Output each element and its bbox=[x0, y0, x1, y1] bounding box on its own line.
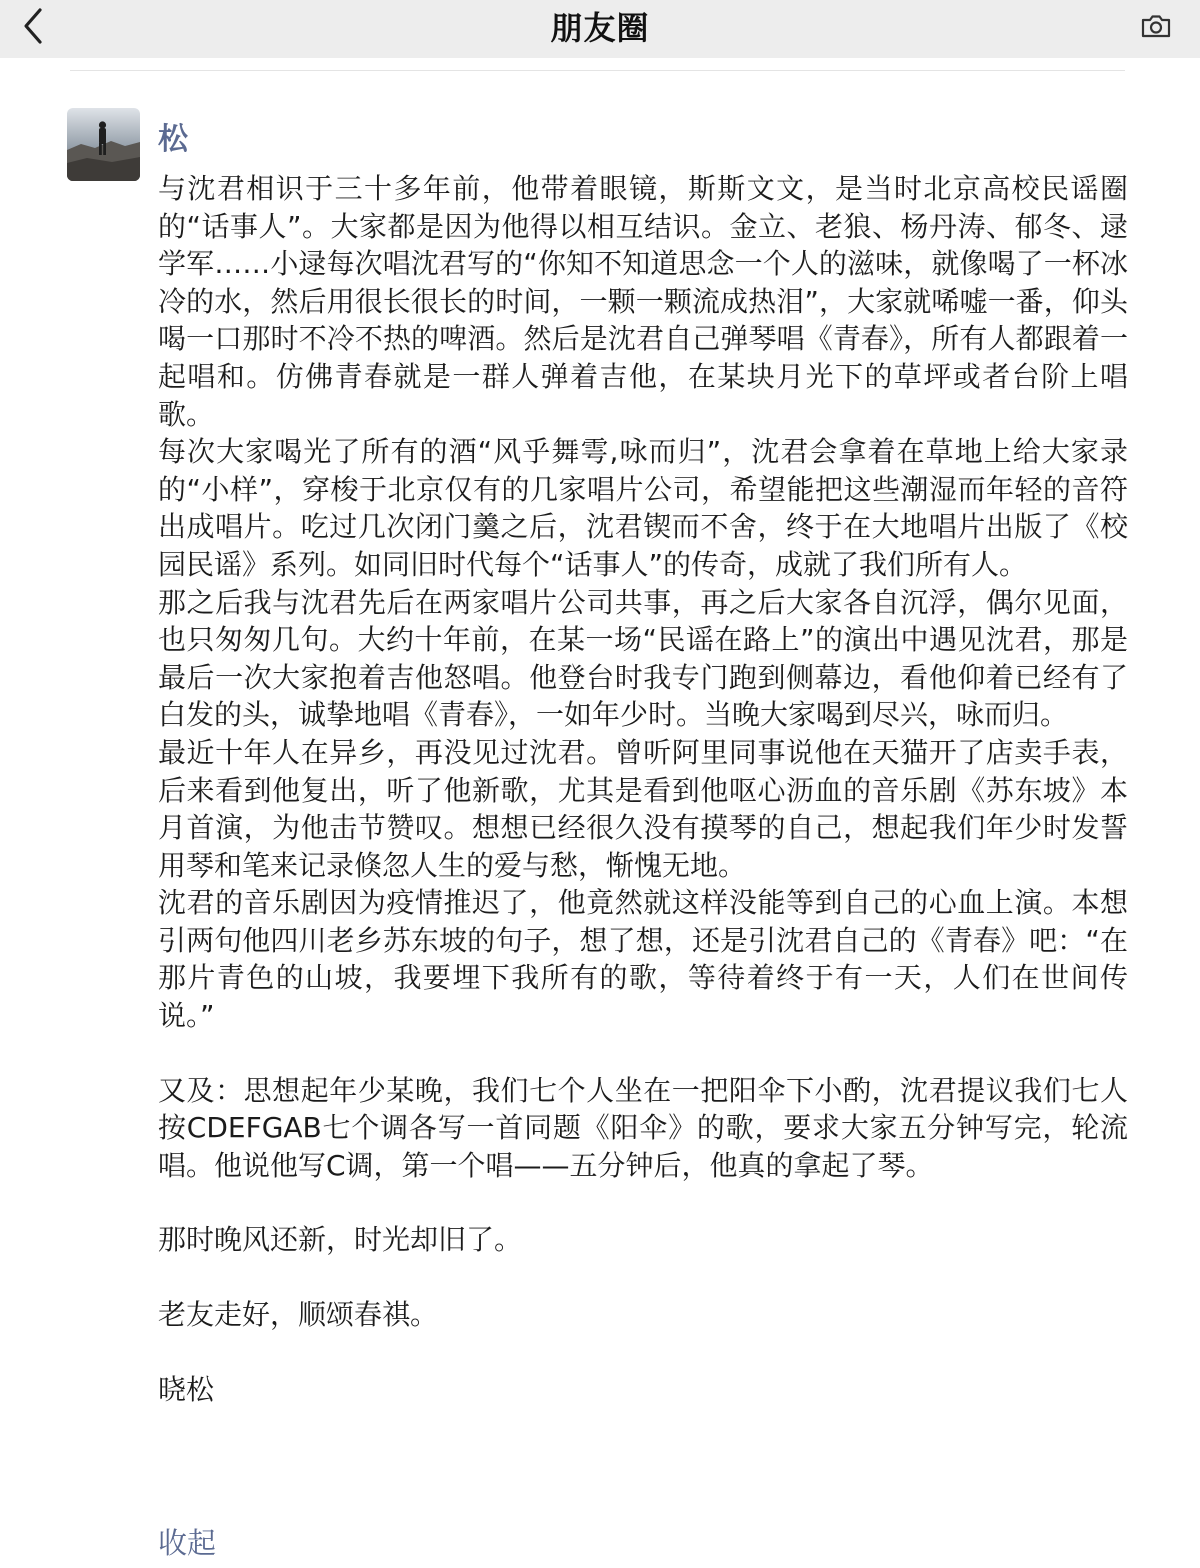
post-signature: 晓松 bbox=[158, 1372, 215, 1406]
post-paragraph: 与沈君相识于三十多年前，他带着眼镜，斯斯文文，是当时北京高校民谣圈的“话事人”。大家都是因为他得以相互结识。金立、老狼、杨丹涛、郁冬、逯学军……小逯每次唱沈君写的“你知不知道思念一个人的滋味，就像喝了一杯冰冷的水，然后用很长很长的时间，一颗一颗流成热泪”，大家就唏嘘一番，仰头喝一口那时不冷不热的啤酒。然后是沈君自己弹琴唱《青春》，所有人都跟着一起唱和。仿佛青春就是一群人弹着吉他，在某块月光下的草坪或者台阶上唱歌。 bbox=[158, 172, 1128, 431]
post-line-wind: 那时晚风还新，时光却旧了。 bbox=[158, 1223, 523, 1257]
page-title: 朋友圈 bbox=[550, 9, 650, 47]
avatar[interactable] bbox=[67, 108, 140, 181]
header-divider bbox=[70, 70, 1125, 71]
camera-button[interactable] bbox=[1134, 6, 1178, 46]
post-farewell: 老友走好，顺颂春祺。 bbox=[158, 1298, 439, 1332]
collapse-link[interactable]: 收起 bbox=[158, 1526, 217, 1560]
post-paragraph: 每次大家喝光了所有的酒“风乎舞雩,咏而归”，沈君会拿着在草地上给大家录的“小样”，穿梭于北京仅有的几家唱片公司，希望能把这些潮湿而年轻的音符出成唱片。吃过几次闭门羹之后，沈君锲而不舍，终于在大地唱片出版了《校园民谣》系列。如同旧时代每个“话事人”的传奇，成就了我们所有人。 bbox=[158, 435, 1128, 581]
post-paragraph: 沈君的音乐剧因为疫情推迟了，他竟然就这样没能等到自己的心血上演。本想引两句他四川老乡苏东坡的句子，想了想，还是引沈君自己的《青春》吧：“在那片青色的山坡，我要埋下我所有的歌，等待着终于有一天，人们在世间传说。” bbox=[158, 886, 1128, 1033]
post-postscript: 又及：思想起年少某晚，我们七个人坐在一把阳伞下小酌，沈君提议我们七人按CDEFGAB七个调各写一首同题《阳伞》的歌，要求大家五分钟写完，轮流唱。他说他写C调，第一个唱——五分钟后，他真的拿起了琴。 bbox=[158, 1073, 1128, 1182]
post-paragraph: 最近十年人在异乡，再没见过沈君。曾听阿里同事说他在天猫开了店卖手表，后来看到他复出，听了他新歌，尤其是看到他呕心沥血的音乐剧《苏东坡》本月首演，为他击节赞叹。想想已经很久没有摸琴的自己，想起我们年少时发誓用琴和笔来记录倏忽人生的爱与愁，惭愧无地。 bbox=[158, 735, 1128, 882]
post-author[interactable]: 松 bbox=[158, 122, 188, 157]
camera-icon bbox=[1140, 13, 1172, 39]
avatar-photo bbox=[67, 108, 140, 181]
post-paragraph: 那之后我与沈君先后在两家唱片公司共事，再之后大家各自沉浮，偶尔见面，也只匆匆几句。大约十年前，在某一场“民谣在路上”的演出中遇见沈君，那是最后一次大家抱着吉他怒唱。他登台时我专门跑到侧幕边，看他仰着已经有了白发的头，诚挚地唱《青春》，一如年少时。当晚大家喝到尽兴，咏而归。 bbox=[158, 585, 1128, 732]
post-body bbox=[158, 170, 1128, 1408]
top-bar bbox=[0, 0, 1200, 58]
